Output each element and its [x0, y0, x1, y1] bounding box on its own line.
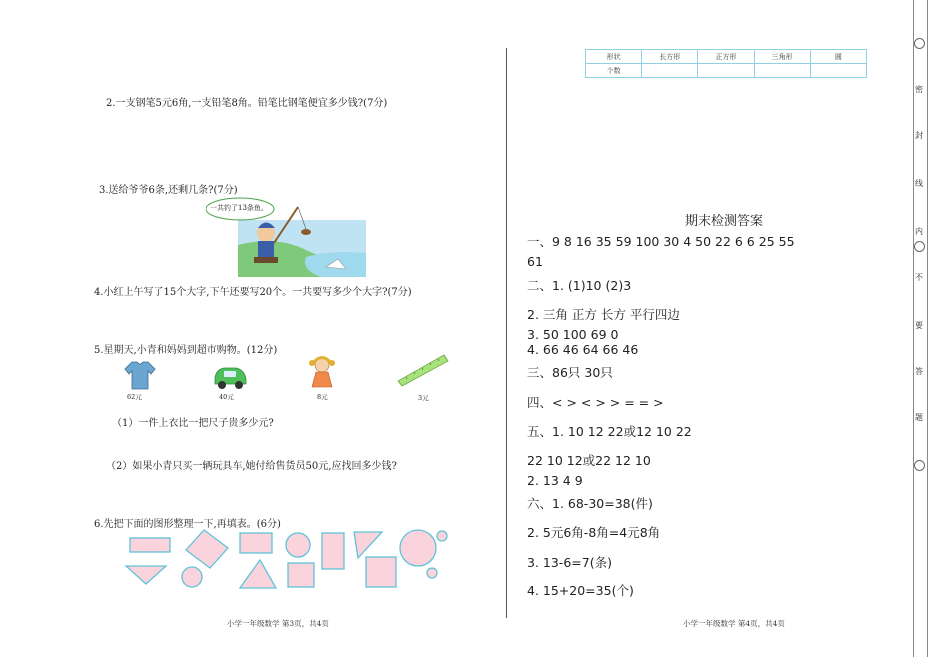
table-row-label: 个数 — [586, 64, 642, 78]
question-4: 4.小红上午写了15个大字,下午还要写20个。一共要写多少个大字?(7分) — [94, 287, 412, 298]
question-6: 6.先把下面的图形整理一下,再填表。(6分) — [94, 519, 281, 530]
ruler-icon — [396, 353, 450, 387]
binding-hole-icon — [914, 241, 925, 252]
answer-line: 三、86只 30只 — [527, 365, 613, 380]
triangle-shape — [240, 560, 276, 588]
shirt-price: 62元 — [127, 393, 142, 401]
toy-car-price: 40元 — [219, 393, 234, 401]
table-cell[interactable] — [754, 64, 810, 78]
question-5-sub2: （2）如果小青只买一辆玩具车,她付给售货员50元,应找回多少钱? — [106, 461, 397, 472]
circle-shape — [286, 533, 310, 557]
binding-char: 不 — [915, 273, 923, 282]
left-page-footer: 小学一年级数学 第3页，共4页 — [227, 619, 329, 628]
answer-line: 61 — [527, 254, 543, 269]
square-shape — [288, 563, 314, 587]
answer-line: 4. 15+20=35(个) — [527, 583, 634, 598]
table-cell[interactable] — [642, 64, 698, 78]
answer-line: 五、1. 10 12 22或12 10 22 — [527, 424, 692, 439]
binding-char: 内 — [915, 227, 923, 236]
binding-char: 答 — [915, 367, 923, 376]
binding-char: 线 — [915, 179, 923, 188]
answer-line: 3. 50 100 69 0 — [527, 327, 619, 342]
table-header: 形状 — [586, 50, 642, 64]
answer-line: 六、1. 68-30=38(件) — [527, 496, 653, 511]
answer-line: 2. 5元6角-8角=4元8角 — [527, 525, 661, 540]
table-cell[interactable] — [698, 64, 754, 78]
square-shape — [186, 530, 228, 568]
triangle-shape — [126, 566, 166, 584]
answer-line: 4. 66 46 64 66 46 — [527, 342, 639, 357]
rectangle-shape — [322, 533, 344, 569]
question-5-sub1: （1）一件上衣比一把尺子贵多少元? — [112, 418, 274, 429]
table-header: 正方形 — [698, 50, 754, 64]
circle-shape — [427, 568, 437, 578]
binding-char: 要 — [915, 321, 923, 330]
ruler-price: 3元 — [418, 394, 429, 402]
binding-char: 密 — [915, 85, 923, 94]
table-header: 长方形 — [642, 50, 698, 64]
speech-bubble-text: 一共钓了13条鱼。 — [210, 204, 268, 212]
answer-line: 3. 13-6=7(条) — [527, 555, 612, 570]
page-divider — [506, 48, 507, 618]
binding-line — [927, 0, 928, 657]
answer-line: 四、< > < > > = = > — [527, 395, 664, 410]
binding-hole-icon — [914, 38, 925, 49]
question-5: 5.星期天,小青和妈妈到超市购物。(12分) — [94, 345, 278, 356]
answer-line: 一、9 8 16 35 59 100 30 4 50 22 6 6 25 55 — [527, 234, 795, 249]
square-shape — [366, 557, 396, 587]
answer-line: 2. 13 4 9 — [527, 473, 583, 488]
binding-hole-icon — [914, 460, 925, 471]
answers-title: 期末检测答案 — [685, 214, 764, 229]
shirt-icon — [124, 360, 156, 390]
question-2: 2.一支钢笔5元6角,一支铅笔8角。铅笔比钢笔便宜多少钱?(7分) — [106, 98, 388, 109]
table-cell[interactable] — [810, 64, 866, 78]
doll-price: 8元 — [317, 393, 328, 401]
table-header: 三角形 — [754, 50, 810, 64]
shapes-figure — [120, 528, 455, 592]
binding-char: 题 — [915, 413, 923, 422]
triangle-shape — [354, 532, 382, 558]
table-header: 圆 — [810, 50, 866, 64]
answer-line: 2. 三角 正方 长方 平行四边 — [527, 307, 680, 322]
shape-count-table — [585, 49, 867, 78]
answer-line: 二、1. (1)10 (2)3 — [527, 278, 632, 293]
answer-line: 22 10 12或22 12 10 — [527, 453, 651, 468]
doll-icon — [307, 355, 337, 391]
circle-shape — [400, 530, 436, 566]
rectangle-shape — [130, 538, 170, 552]
circle-shape — [182, 567, 202, 587]
binding-char: 封 — [915, 131, 923, 140]
circle-shape — [437, 531, 447, 541]
right-page-footer: 小学一年级数学 第4页，共4页 — [683, 619, 785, 628]
toy-car-icon — [212, 362, 248, 390]
question-3: 3.送给爷爷6条,还剩几条?(7分) — [99, 185, 238, 196]
rectangle-shape — [240, 533, 272, 553]
